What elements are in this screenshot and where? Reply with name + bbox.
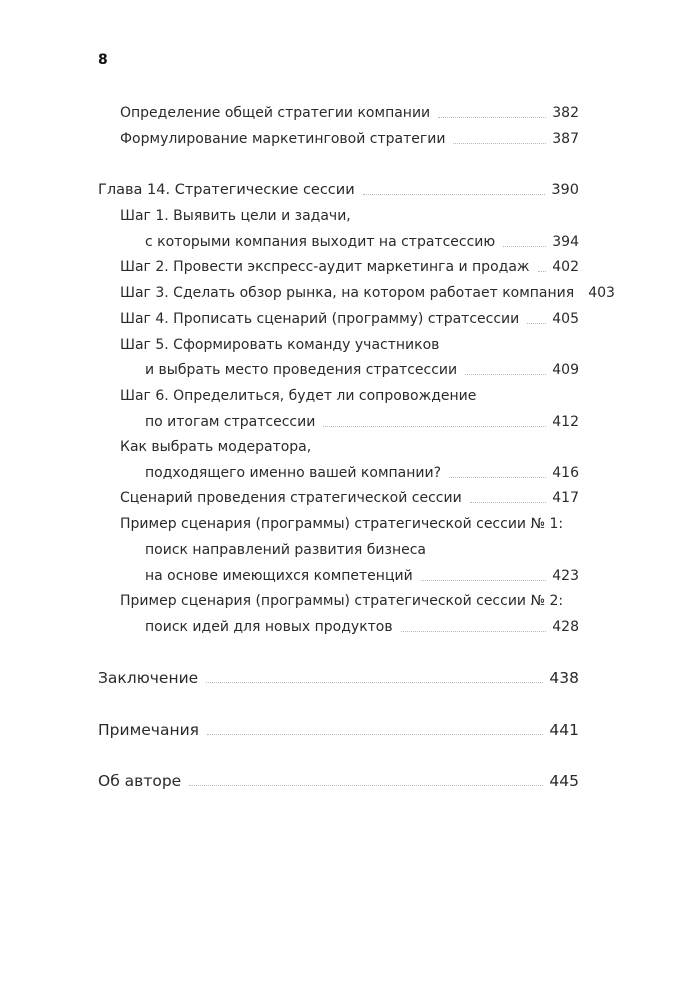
toc-entry-page: 387 (552, 131, 579, 147)
toc-entry-page: 382 (552, 105, 579, 121)
toc-entry-page: 394 (552, 234, 579, 250)
toc-entry-continuation (145, 539, 579, 561)
toc-entry-title: Заключение (98, 669, 199, 687)
dot-leader (449, 476, 546, 478)
toc-entry-continuation (145, 565, 579, 587)
toc-top-entry (98, 770, 579, 792)
toc-entry (120, 282, 615, 304)
toc-entry-title: Формулирование маркетинговой стратегии (120, 131, 446, 147)
dot-leader (323, 425, 546, 427)
toc-entry (120, 205, 579, 227)
toc-entry-title: Шаг 2. Провести экспресс-аудит маркетинга и продаж (120, 259, 530, 275)
toc-entry-title: на основе имеющихся компетенций (145, 568, 413, 584)
toc-entry-page: 405 (552, 311, 579, 327)
toc-entry (120, 256, 579, 278)
dot-leader (189, 784, 543, 786)
toc-entry-title: Определение общей стратегии компании (120, 105, 431, 121)
dot-leader (470, 501, 547, 503)
toc-entry (120, 513, 579, 535)
dot-leader (503, 245, 546, 247)
toc-entry-title: Шаг 3. Сделать обзор рынка, на котором работает компания (120, 285, 575, 301)
dot-leader (207, 733, 543, 735)
toc-entry-page: 390 (551, 182, 579, 198)
toc-entry-page: 409 (552, 362, 579, 378)
toc-entry-title: Об авторе (98, 772, 182, 790)
dot-leader (465, 373, 546, 375)
toc-entry-page: 438 (549, 669, 579, 687)
toc-entry (120, 385, 579, 407)
toc-entry-title: поиск идей для новых продуктов (145, 619, 393, 635)
toc-entry-title: Шаг 5. Сформировать команду участников (120, 337, 440, 353)
toc-entry-page: 423 (552, 568, 579, 584)
toc-entry-page: 416 (552, 465, 579, 481)
dot-leader (527, 322, 546, 324)
toc-entry-continuation (145, 462, 579, 484)
toc-entry-title: Шаг 1. Выявить цели и задачи, (120, 208, 351, 224)
toc-entry-title: подходящего именно вашей компании? (145, 465, 442, 481)
dot-leader (206, 681, 543, 683)
toc-entry (120, 102, 579, 124)
toc-entry-page: 441 (549, 721, 579, 739)
toc-entry-continuation (145, 616, 579, 638)
toc-entry (120, 334, 579, 356)
toc-entry-title: Сценарий проведения стратегической сессии (120, 490, 462, 506)
toc-entry-title: Шаг 4. Прописать сценарий (программу) стратсессии (120, 311, 520, 327)
toc-entry-page: 445 (549, 772, 579, 790)
toc-entry-page: 412 (552, 414, 579, 430)
toc-entry-title: и выбрать место проведения стратсессии (145, 362, 458, 378)
toc-entry (120, 487, 579, 509)
toc-entry-continuation (145, 231, 579, 253)
toc-top-entry (98, 719, 579, 741)
page-number: 8 (98, 52, 108, 68)
toc-entry-title: Примечания (98, 721, 199, 739)
toc-entry-title: Шаг 6. Определиться, будет ли сопровождение (120, 388, 477, 404)
toc-entry (120, 128, 579, 150)
dot-leader (363, 193, 546, 195)
toc-entry-title: поиск направлений развития бизнеса (145, 542, 426, 558)
dot-leader (421, 579, 547, 581)
toc-entry-title: Пример сценария (программы) стратегической сессии № 2: (120, 593, 564, 609)
toc-entry-page: 402 (552, 259, 579, 275)
dot-leader (538, 270, 547, 272)
toc-entry-title: по итогам стратсессии (145, 414, 316, 430)
toc-entry-continuation (145, 411, 579, 433)
dot-leader (453, 142, 546, 144)
toc-entry (120, 436, 579, 458)
dot-leader (401, 630, 547, 632)
toc-chapter-entry (98, 179, 579, 201)
toc-entry-page: 417 (552, 490, 579, 506)
toc-entry-title: Как выбрать модератора, (120, 439, 312, 455)
toc-entry-title: Пример сценария (программы) стратегической сессии № 1: (120, 516, 564, 532)
toc-top-entry (98, 667, 579, 689)
dot-leader (438, 116, 546, 118)
toc-entry (120, 308, 579, 330)
toc-entry (120, 590, 579, 612)
toc-entry-page: 403 (588, 285, 615, 301)
toc-entry-page: 428 (552, 619, 579, 635)
toc-entry-continuation (145, 359, 579, 381)
toc-entry-title: Глава 14. Стратегические сессии (98, 182, 355, 198)
toc-entry-title: с которыми компания выходит на стратсессию (145, 234, 496, 250)
